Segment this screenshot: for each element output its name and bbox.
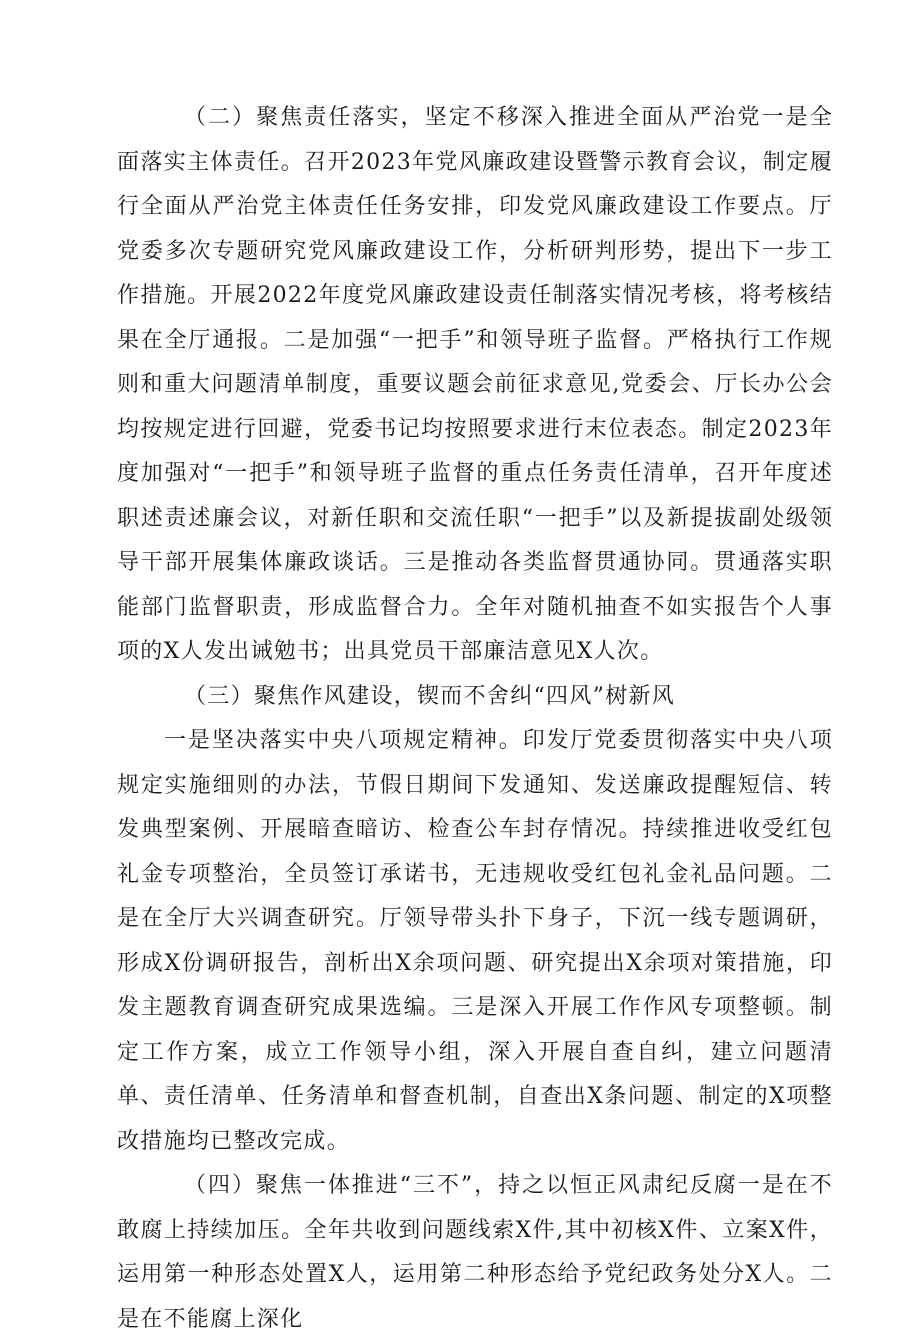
- paragraph-section-2: （二）聚焦责任落实，坚定不移深入推进全面从严治党一是全面落实主体责任。召开2023年党风廉政建设暨警示教育会议，制定履行全面从严治党主体责任任务安排，印发党风廉政建设工作要点。厅党委多次专题研究党风廉政建设工作，分析研判形势，提出下一步工作措施。开展2022年度党风廉政建设责任制落实情况考核，将考核结果在全厅通报。二是加强“一把手”和领导班子监督。严格执行工作规则和重大问题清单制度，重要议题会前征求意见,党委会、厅长办公会均按规定进行回避，党委书记均按照要求进行末位表态。制定2023年度加强对“一把手”和领导班子监督的重点任务责任清单，召开年度述职述责述廉会议，对新任职和交流任职“一把手”以及新提拔副处级领导干部开展集体廉政谈话。三是推动各类监督贯通协同。贯通落实职能部门监督职责，形成监督合力。全年对随机抽查不如实报告个人事项的X人发出诫勉书；出具党员干部廉洁意见X人次。: [117, 105, 833, 664]
- document-body: [117, 96, 833, 1342]
- paragraph-section-4: （四）聚焦一体推进“三不”，持之以恒正风肃纪反腐一是在不敢腐上持续加压。全年共收到问题线索X件,其中初核X件、立案X件，运用第一种形态处置X人，运用第二种形态给予党纪政务处分X人。二是在不能腐上深化: [117, 1173, 833, 1332]
- heading-section-3: （三）聚焦作风建设，锲而不舍纠“四风”树新风: [184, 683, 676, 709]
- paragraph-section-3-body: 一是坚决落实中央八项规定精神。印发厅党委贯彻落实中央八项规定实施细则的办法，节假日期间下发通知、发送廉政提醒短信、转发典型案例、开展暗查暗访、检查公车封存情况。持续推进收受红包礼金专项整治，全员签订承诺书，无违规收受红包礼金礼品问题。二是在全厅大兴调查研究。厅领导带头扑下身子，下沉一线专题调研，形成X份调研报告，剖析出X余项问题、研究提出X余项对策措施，印发主题教育调查研究成果选编。三是深入开展工作作风专项整顿。制定工作方案，成立工作领导小组，深入开展自查自纠，建立问题清单、责任清单、任务清单和督查机制，自查出X条问题、制定的X项整改措施均已整改完成。: [117, 728, 833, 1154]
